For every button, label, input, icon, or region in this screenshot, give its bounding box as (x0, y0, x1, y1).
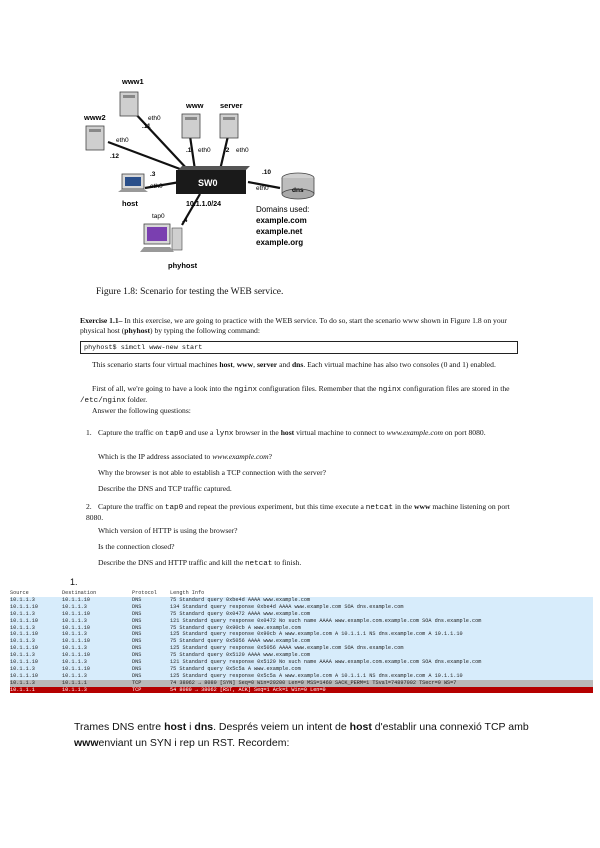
node-label-server: server (220, 101, 243, 110)
question-1-item: Describe the DNS and TCP traffic captured. (98, 484, 232, 493)
text-host: host (349, 721, 372, 733)
table-row[interactable] (10, 597, 593, 604)
exercise-intro-text-end: ) by typing the following command: (150, 326, 260, 335)
label-ip-3: .3 (150, 171, 156, 178)
paragraph-answer: Answer the following questions: (92, 406, 191, 415)
code-tap0: tap0 (164, 430, 184, 438)
cell-dst: 10.1.1.3 (62, 659, 87, 666)
table-body (10, 597, 593, 693)
text-host: host (164, 721, 187, 733)
label-ip-12: .12 (110, 153, 120, 160)
cell-proto: DNS (132, 624, 142, 631)
text: in the (393, 502, 414, 511)
cell-src: 10.1.1.10 (10, 672, 39, 679)
text: , (253, 360, 257, 369)
node-label-www2: www2 (84, 113, 106, 122)
cell-info: 74 38062 → 8080 [SYN] Seq=0 Win=29200 Len=0 MSS=1460 SACK_PERM=1 TSval=74897002 TSecr=0 WS=7 (170, 679, 457, 686)
label-eth0-www: eth0 (198, 147, 211, 154)
exercise-title: Exercise 1.1– (80, 316, 123, 325)
cell-info: 121 Standard query response 0x5120 No such name AAAA www.example.com.example.com SOA dns.example.com (170, 659, 482, 666)
table-row[interactable] (10, 680, 593, 687)
label-eth0-www1: eth0 (148, 115, 161, 122)
answer-text (74, 719, 544, 751)
text: i (186, 721, 195, 733)
cell-src: 10.1.1.3 (10, 624, 35, 631)
subnet-label: 10.1.1.0/24 (186, 201, 222, 208)
cell-info: 75 Standard query 0x5120 AAAA www.example.com (170, 652, 311, 659)
table-row[interactable] (10, 673, 593, 680)
text: virtual machine to connect to (294, 428, 387, 437)
question-2-item: Is the connection closed? (98, 542, 175, 551)
exercise-intro-text: In this exercise, we are going to practice with the WEB service. To do so, start the scenario www shown in Figure 1.8 on your physical host ( (80, 316, 507, 335)
label-ip-1: .1 (186, 147, 192, 154)
cell-dst: 10.1.1.3 (62, 603, 87, 610)
node-label-dns: dns (292, 187, 304, 194)
code-lynx: lynx (215, 430, 234, 438)
text-host: host (280, 428, 295, 437)
cell-dst: 10.1.1.1 (62, 679, 87, 686)
paragraph-nginx (80, 384, 520, 406)
text-url: www.example.com (212, 452, 269, 461)
cell-info: 125 Standard query response 0x90cb A www.example.com A 10.1.1.1 NS dns.example.com A 10.1.1.10 (170, 631, 463, 638)
text: and (277, 360, 292, 369)
cell-src: 10.1.1.10 (10, 617, 39, 624)
domain-item: example.net (256, 227, 303, 236)
node-label-www: www (186, 101, 204, 110)
text: Capture the traffic on (98, 502, 165, 511)
cell-proto: DNS (132, 645, 142, 652)
code-netcat: netcat (365, 504, 394, 512)
cell-dst: 10.1.1.3 (62, 631, 87, 638)
table-row[interactable] (10, 659, 593, 666)
code-nginx: nginx (378, 386, 402, 394)
table-header (10, 590, 593, 597)
cell-src: 10.1.1.3 (10, 610, 35, 617)
code-path: /etc/nginx (80, 397, 126, 405)
figure-caption: Figure 1.8: Scenario for testing the WEB service. (96, 287, 284, 297)
table-row[interactable] (10, 631, 593, 638)
table-row[interactable] (10, 645, 593, 652)
text: enviant un SYN i rep un RST. Recordem: (98, 737, 290, 749)
cell-proto: DNS (132, 617, 142, 624)
cell-src: 10.1.1.10 (10, 659, 39, 666)
cell-info: 125 Standard query response 0x5c5a A www.example.com A 10.1.1.1 NS dns.example.com A 10.1.1.10 (170, 672, 463, 679)
database-dns-icon (282, 173, 314, 199)
desktop-phyhost-icon (140, 224, 182, 252)
label-ip-4: .4 (182, 217, 188, 224)
text: configuration files are stored in the (401, 384, 510, 393)
label-tap0: tap0 (152, 213, 165, 220)
cell-dst: 10.1.1.10 (62, 597, 91, 603)
label-ip-10: .10 (262, 169, 272, 176)
text-server: server (256, 360, 278, 369)
text: folder. (125, 395, 148, 404)
command-box: phyhost$ simctl www-new start (80, 341, 518, 354)
code-netcat: netcat (244, 560, 273, 568)
cell-proto: DNS (132, 652, 142, 659)
paragraph-scenario (80, 360, 520, 370)
cell-proto: DNS (132, 597, 142, 603)
question-2 (86, 502, 510, 523)
node-label-phyhost: phyhost (168, 261, 198, 270)
cell-proto: TCP (132, 686, 142, 693)
cell-src: 10.1.1.1 (10, 686, 35, 693)
node-label-www1: www1 (122, 77, 144, 86)
cell-proto: DNS (132, 631, 142, 638)
cell-dst: 10.1.1.10 (62, 638, 91, 645)
cell-dst: 10.1.1.3 (62, 617, 87, 624)
cell-info: 75 Standard query 0x0472 AAAA www.example.com (170, 610, 311, 617)
cell-proto: DNS (132, 638, 142, 645)
label-eth0-server: eth0 (236, 147, 249, 154)
exercise-intro (80, 316, 520, 336)
cell-dst: 10.1.1.10 (62, 665, 91, 672)
cell-src: 10.1.1.10 (10, 645, 39, 652)
label-eth0-host: eth0 (150, 183, 163, 190)
laptop-host-icon (118, 174, 148, 192)
cell-src: 10.1.1.3 (10, 652, 35, 659)
cell-info: 75 Standard query 0x90cb A www.example.com (170, 624, 301, 631)
text: browser in the (233, 428, 281, 437)
label-eth0-dns: eth0 (256, 185, 269, 192)
question-number: 1. (86, 428, 92, 437)
server-www2-icon (86, 126, 104, 150)
table-row[interactable] (10, 687, 593, 694)
server-www-icon (182, 114, 200, 138)
cell-dst: 10.1.1.10 (62, 652, 91, 659)
text: d'establir una connexió TCP amb (371, 721, 529, 733)
cell-info: 75 Standard query 0xbe4d AAAA www.example.com (170, 597, 311, 603)
text: and use a (183, 428, 216, 437)
packet-capture-table (10, 590, 593, 693)
domains-title: Domains used: (256, 205, 310, 214)
answer-number: 1. (70, 577, 78, 587)
cell-info: 75 Standard query 0x5056 AAAA www.example.com (170, 638, 311, 645)
question-1 (86, 428, 510, 439)
code-nginx: nginx (234, 386, 258, 394)
cell-src: 10.1.1.3 (10, 665, 35, 672)
table-row[interactable] (10, 666, 593, 673)
server-server-icon (220, 114, 238, 138)
code-tap0: tap0 (164, 504, 184, 512)
text-dns: dns (194, 721, 214, 733)
table-row[interactable] (10, 652, 593, 659)
column-header: Length Info (170, 590, 205, 596)
cell-info: 54 8080 → 38062 [RST, ACK] Seq=1 Ack=1 Win=0 Len=0 (170, 686, 326, 693)
label-eth0-www2: eth0 (116, 137, 129, 144)
cell-dst: 10.1.1.3 (62, 686, 87, 693)
text: on port 8080. (442, 428, 486, 437)
domain-item: example.org (256, 238, 304, 247)
cell-dst: 10.1.1.10 (62, 624, 91, 631)
text-www: www (236, 360, 254, 369)
cell-proto: DNS (132, 659, 142, 666)
question-1-item (98, 452, 512, 462)
table-row[interactable] (10, 638, 593, 645)
table-row[interactable] (10, 611, 593, 618)
cell-src: 10.1.1.3 (10, 597, 35, 603)
cell-dst: 10.1.1.3 (62, 645, 87, 652)
cell-src: 10.1.1.3 (10, 638, 35, 645)
cell-src: 10.1.1.10 (10, 603, 39, 610)
text-www: www (74, 737, 99, 749)
cell-proto: DNS (132, 603, 142, 610)
cell-proto: DNS (132, 665, 142, 672)
text: . Each virtual machine has also two consoles (0 and 1) enabled. (303, 360, 496, 369)
text: machine listening on port 8080. (86, 502, 510, 522)
text: Capture the traffic on (98, 428, 165, 437)
text: Trames DNS entre (74, 721, 165, 733)
server-www1-icon (120, 92, 138, 116)
cell-proto: DNS (132, 610, 142, 617)
network-diagram (70, 70, 370, 280)
text: This scenario starts four virtual machines (92, 360, 220, 369)
text: , (232, 360, 237, 369)
cell-dst: 10.1.1.3 (62, 672, 87, 679)
table-row[interactable] (10, 604, 593, 611)
text-dns: dns (291, 360, 304, 369)
text-host: host (219, 360, 233, 369)
text: Which is the IP address associated to (98, 452, 213, 461)
text: ? (268, 452, 272, 461)
cell-src: 10.1.1.10 (10, 631, 39, 638)
text: and repeat the previous experiment, but this time execute a (183, 502, 366, 511)
domain-item: example.com (256, 216, 307, 225)
cell-info: 75 Standard query 0x5c5a A www.example.com (170, 665, 301, 672)
column-header: Source (10, 590, 29, 596)
cell-proto: TCP (132, 679, 142, 686)
text: First of all, we're going to have a look into the (92, 384, 235, 393)
question-2-item (98, 558, 512, 569)
cell-proto: DNS (132, 672, 142, 679)
cell-info: 134 Standard query response 0xbe4d AAAA www.example.com SOA dns.example.com (170, 603, 404, 610)
cell-info: 121 Standard query response 0x0472 No such name AAAA www.example.com.example.com SOA dns.example.com (170, 617, 482, 624)
text-www: www (414, 502, 431, 511)
column-header: Destination (62, 590, 97, 596)
question-1-item: Why the browser is not able to establish a TCP connection with the server? (98, 468, 326, 477)
table-row[interactable] (10, 625, 593, 632)
text: configuration files. Remember that the (257, 384, 379, 393)
label-ip-2: .2 (224, 147, 230, 154)
text-url: www.example.com (386, 428, 443, 437)
exercise-intro-phyhost: phyhost (124, 326, 151, 335)
text: to finish. (272, 558, 302, 567)
cell-src: 10.1.1.3 (10, 679, 35, 686)
question-number: 2. (86, 502, 92, 511)
question-2-item: Which version of HTTP is using the browser? (98, 526, 238, 535)
text: Describe the DNS and HTTP traffic and kill the (98, 558, 245, 567)
switch-label: SW0 (198, 178, 218, 188)
node-label-host: host (122, 199, 138, 208)
table-row[interactable] (10, 618, 593, 625)
cell-info: 125 Standard query response 0x5056 AAAA www.example.com SOA dns.example.com (170, 645, 404, 652)
column-header: Protocol (132, 590, 157, 596)
cell-dst: 10.1.1.10 (62, 610, 91, 617)
text: . Després veiem un intent de (213, 721, 350, 733)
label-ip-11: .11 (142, 123, 151, 130)
